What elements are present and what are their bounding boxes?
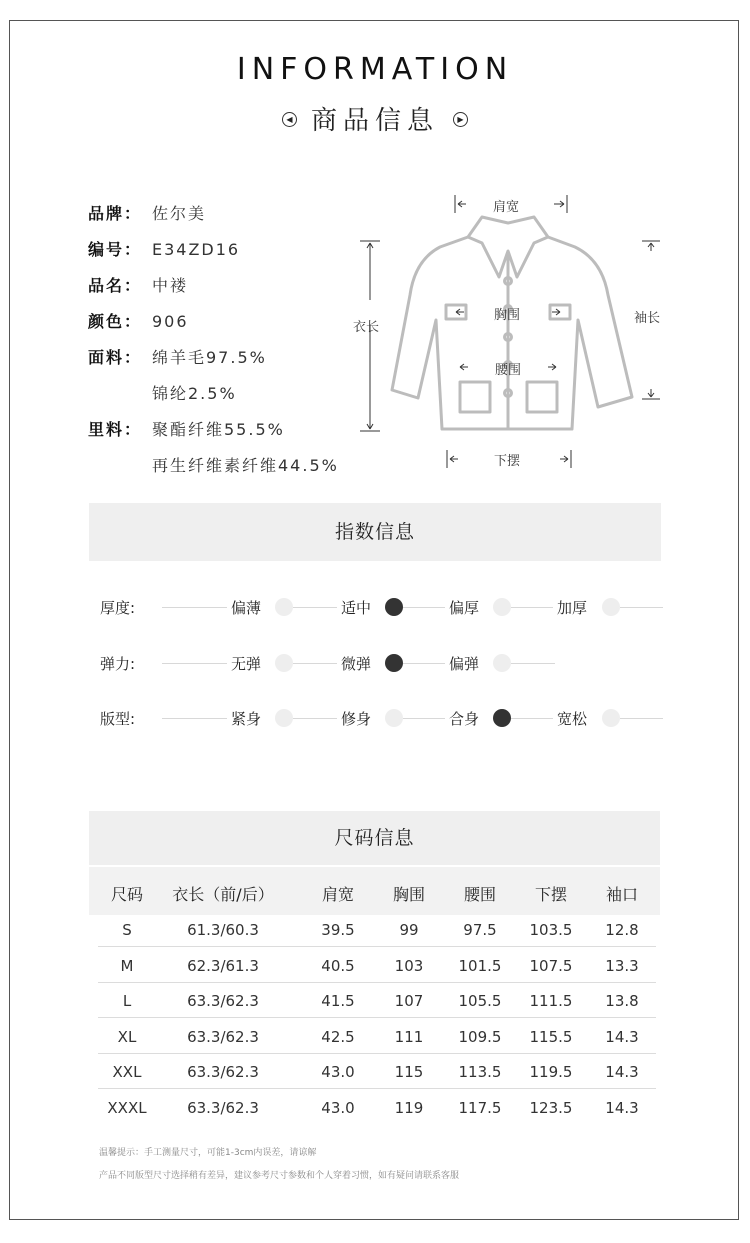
size-table-cell: 119.5 [529,1063,573,1081]
index-option-label: 宽松 [557,710,588,728]
info-value: 906 [152,312,189,331]
index-option-label: 适中 [341,599,372,617]
size-table-header-cell: 尺码 [110,885,143,904]
index-option-label: 微弹 [341,655,372,673]
size-table-row-divider [98,1088,656,1089]
size-table-cell: 111 [394,1027,424,1046]
info-label: 品牌： [88,204,143,223]
index-row-label: 版型: [100,710,136,728]
size-table-row-divider [98,1017,656,1018]
size-table-cell: 63.3/62.3 [187,1027,259,1046]
dim-hem: 下摆 [494,454,521,469]
size-table-cell: 109.5 [458,1027,502,1046]
size-table-header-cell: 肩宽 [321,885,354,904]
size-table-cell: 12.8 [605,921,639,939]
info-row [88,381,237,404]
title-chinese-text: 商品信息 [310,106,439,136]
size-table-cell: 41.5 [321,992,355,1010]
size-table-cell: 63.3/62.3 [187,1063,259,1081]
info-label: 编号： [88,240,143,259]
size-table-cell: XL [117,1027,137,1046]
info-value: 中褛 [152,276,189,295]
index-option-label: 合身 [449,710,480,728]
size-table-cell: 14.3 [605,1027,639,1046]
index-dot [275,709,293,727]
size-table-cell: 111.5 [529,992,573,1010]
size-table-cell: 40.5 [321,956,355,975]
size-table-cell: 123.5 [529,1098,573,1117]
note-line-2: 产品不同版型尺寸选择稍有差异，建议参考尺寸参数和个人穿着习惯，如有疑问请联系客服 [99,1171,460,1181]
info-row [88,453,339,476]
index-dot [385,709,403,727]
index-option-label: 偏厚 [449,599,480,617]
size-table-cell: 107.5 [529,956,573,975]
info-value: 锦纶2.5% [152,384,237,403]
size-table-cell: 13.8 [605,992,639,1010]
size-table-cell: 13.3 [605,956,639,975]
size-table-row-divider [98,1053,656,1054]
size-table-cell: 115 [394,1063,424,1081]
size-table-header-cell: 衣长（前/后） [172,885,274,904]
index-dot [602,598,620,616]
dim-shoulder: 肩宽 [493,200,520,215]
size-table-cell: 103.5 [529,921,573,939]
index-dot-selected [493,709,511,727]
info-row [88,273,188,296]
size-table-cell: 43.0 [321,1098,355,1117]
left-arrow-icon: ◀ [282,112,297,127]
size-table-header-cell: 腰围 [463,885,496,904]
info-label: 里料： [88,420,143,439]
size-table-row-divider [98,946,656,947]
size-table-cell: 105.5 [458,992,502,1010]
size-table-cell: 43.0 [321,1063,355,1081]
info-row [88,309,189,332]
note-line-1: 温馨提示：手工测量尺寸，可能1-3cm内误差，请谅解 [99,1148,317,1158]
size-table-row-divider [98,982,656,983]
info-label: 品名： [88,276,143,295]
right-arrow-icon: ▶ [453,112,468,127]
index-row-label: 弹力: [100,655,136,673]
size-table-header-cell: 下摆 [534,885,567,904]
dim-chest: 胸围 [494,308,521,323]
size-table-cell: 101.5 [458,956,502,975]
info-value: 佐尔美 [152,204,207,223]
size-table-header-cell: 胸围 [392,885,425,904]
size-table-cell: M [120,956,134,975]
size-table-cell: 107 [394,992,424,1010]
index-dot-selected [385,654,403,672]
size-table-cell: 117.5 [458,1098,502,1117]
dim-waist: 腰围 [495,363,522,378]
size-table-cell: 119 [394,1098,424,1117]
index-option-label: 无弹 [231,655,262,673]
size-table-header-cell: 袖口 [605,885,638,904]
size-table-cell: 14.3 [605,1063,639,1081]
size-section-title: 尺码信息 [89,811,660,865]
info-value: E34ZD16 [152,240,241,259]
index-row-label: 厚度: [100,599,136,617]
info-row [88,345,267,368]
size-table-cell: 63.3/62.3 [187,992,259,1010]
size-table-cell: 63.3/62.3 [187,1098,259,1117]
dim-length: 衣长 [353,320,380,335]
coat-outline [392,217,632,429]
size-table-cell: 113.5 [458,1063,502,1081]
size-table-cell: XXL [112,1063,142,1081]
index-dot [493,654,511,672]
size-table-cell: XXXL [107,1098,147,1117]
info-value: 再生纤维素纤维44.5% [152,456,339,475]
info-row [88,417,285,440]
info-value: 聚酯纤维55.5% [152,420,285,439]
index-option-label: 偏弹 [449,655,480,673]
size-table-cell: 62.3/61.3 [187,956,259,975]
index-option-label: 加厚 [557,599,588,617]
index-dot-selected [385,598,403,616]
size-table-cell: 39.5 [321,921,355,939]
title-chinese [0,100,750,137]
index-dot [602,709,620,727]
info-row [88,201,206,224]
info-label: 面料： [88,348,143,367]
size-table-cell: 97.5 [463,921,497,939]
index-option-label: 偏薄 [231,599,262,617]
size-table-cell: 61.3/60.3 [187,921,259,939]
size-table-cell: L [122,992,132,1010]
size-table-cell: 103 [394,956,424,975]
size-table-cell: S [122,921,132,939]
coat-diagram [330,185,700,485]
size-table-cell: 14.3 [605,1098,639,1117]
measure-lines [360,195,660,468]
size-table-cell: 42.5 [321,1027,355,1046]
index-dot [275,654,293,672]
title-english: INFORMATION [236,52,514,87]
info-value: 绵羊毛97.5% [152,348,267,367]
info-row [88,237,240,260]
index-dot [493,598,511,616]
size-table-cell: 115.5 [529,1027,573,1046]
index-section-title: 指数信息 [89,503,661,561]
index-dot [275,598,293,616]
size-table-cell: 99 [399,921,419,939]
index-option-label: 修身 [341,710,372,728]
info-label: 颜色： [88,312,143,331]
dim-sleeve: 袖长 [634,311,661,326]
index-option-label: 紧身 [231,710,262,728]
